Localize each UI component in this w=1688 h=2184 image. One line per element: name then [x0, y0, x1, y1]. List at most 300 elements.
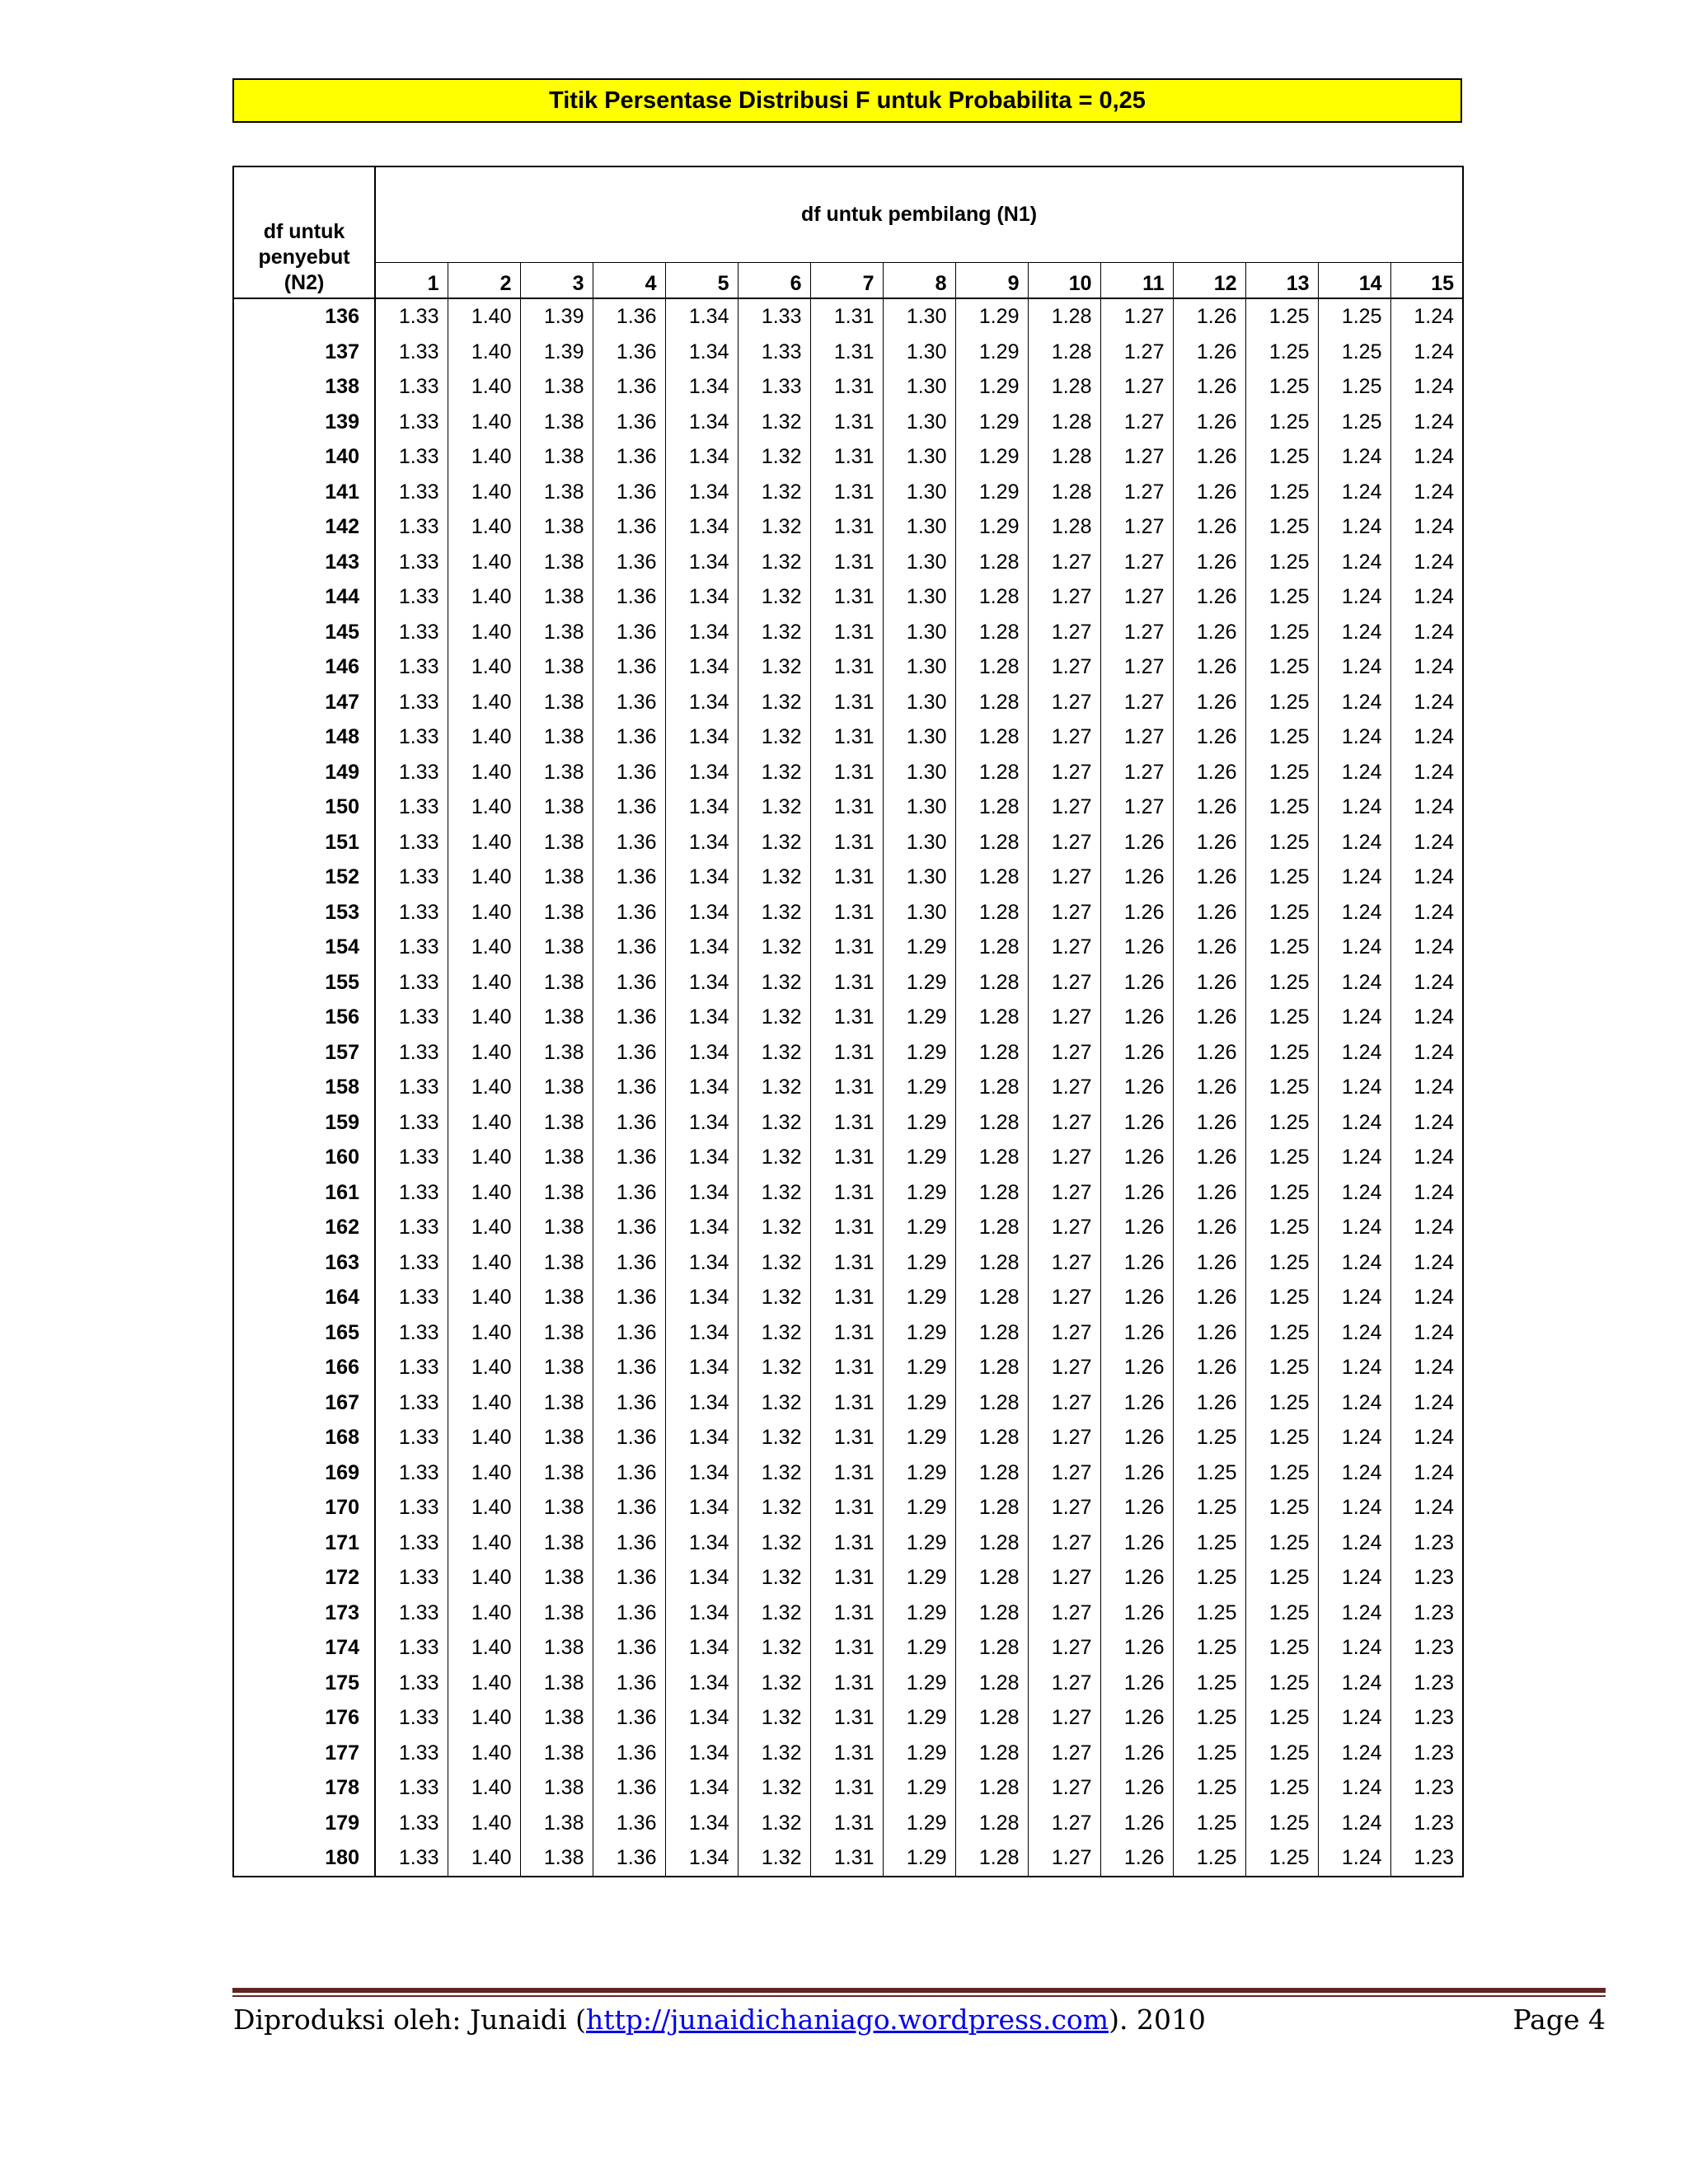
row-n2-cell: 158 [233, 1070, 375, 1105]
value-cell: 1.26 [1173, 1385, 1245, 1421]
value-cell: 1.32 [738, 1070, 810, 1105]
column-header: 14 [1318, 263, 1390, 299]
value-cell: 1.24 [1318, 719, 1390, 755]
value-cell: 1.34 [665, 1806, 738, 1841]
value-cell: 1.24 [1318, 755, 1390, 790]
table-row [233, 475, 1463, 510]
value-cell: 1.31 [810, 298, 883, 335]
row-n2-cell: 140 [233, 439, 375, 475]
footer-rule [232, 1988, 1606, 1993]
value-cell: 1.26 [1173, 965, 1245, 1001]
value-cell: 1.24 [1390, 405, 1463, 440]
value-cell: 1.36 [593, 860, 665, 895]
value-cell: 1.36 [593, 1280, 665, 1315]
value-cell: 1.25 [1245, 1526, 1318, 1561]
value-cell: 1.25 [1245, 1806, 1318, 1841]
value-cell: 1.31 [810, 930, 883, 965]
value-cell: 1.40 [448, 1070, 520, 1105]
value-cell: 1.32 [738, 1806, 810, 1841]
value-cell: 1.25 [1245, 685, 1318, 720]
value-cell: 1.32 [738, 825, 810, 860]
value-cell: 1.36 [593, 930, 665, 965]
row-n2-cell: 154 [233, 930, 375, 965]
value-cell: 1.24 [1318, 1700, 1390, 1736]
value-cell: 1.26 [1100, 1105, 1173, 1141]
value-cell: 1.24 [1390, 298, 1463, 335]
value-cell: 1.27 [1028, 579, 1100, 615]
table-row [233, 1490, 1463, 1526]
value-cell: 1.31 [810, 1140, 883, 1175]
value-cell: 1.28 [955, 790, 1028, 825]
value-cell: 1.29 [883, 1666, 955, 1701]
value-cell: 1.38 [520, 1070, 593, 1105]
value-cell: 1.24 [1390, 1035, 1463, 1071]
value-cell: 1.40 [448, 475, 520, 510]
value-cell: 1.26 [1100, 1070, 1173, 1105]
value-cell: 1.32 [738, 965, 810, 1001]
value-cell: 1.28 [955, 579, 1028, 615]
value-cell: 1.25 [1245, 1666, 1318, 1701]
value-cell: 1.32 [738, 719, 810, 755]
value-cell: 1.40 [448, 1350, 520, 1385]
value-cell: 1.36 [593, 1526, 665, 1561]
value-cell: 1.27 [1028, 1000, 1100, 1035]
value-cell: 1.32 [738, 1700, 810, 1736]
table-body [233, 298, 1463, 1877]
value-cell: 1.26 [1100, 1630, 1173, 1666]
value-cell: 1.34 [665, 1245, 738, 1281]
value-cell: 1.31 [810, 755, 883, 790]
value-cell: 1.26 [1173, 719, 1245, 755]
value-cell: 1.25 [1245, 1350, 1318, 1385]
value-cell: 1.32 [738, 1630, 810, 1666]
row-n2-cell: 160 [233, 1140, 375, 1175]
value-cell: 1.29 [883, 1000, 955, 1035]
value-cell: 1.25 [1245, 1736, 1318, 1771]
row-n2-cell: 165 [233, 1315, 375, 1351]
value-cell: 1.33 [375, 545, 448, 580]
value-cell: 1.33 [738, 298, 810, 335]
value-cell: 1.26 [1100, 1736, 1173, 1771]
value-cell: 1.31 [810, 1455, 883, 1491]
value-cell: 1.31 [810, 615, 883, 650]
table-row [233, 1630, 1463, 1666]
column-header: 10 [1028, 263, 1100, 299]
value-cell: 1.38 [520, 509, 593, 545]
value-cell: 1.40 [448, 1420, 520, 1455]
value-cell: 1.34 [665, 1070, 738, 1105]
value-cell: 1.27 [1100, 439, 1173, 475]
value-cell: 1.32 [738, 649, 810, 685]
value-cell: 1.34 [665, 1560, 738, 1596]
value-cell: 1.30 [883, 369, 955, 405]
table-row [233, 1035, 1463, 1071]
value-cell: 1.26 [1100, 1035, 1173, 1071]
value-cell: 1.29 [883, 1175, 955, 1211]
value-cell: 1.24 [1390, 369, 1463, 405]
value-cell: 1.31 [810, 1666, 883, 1701]
value-cell: 1.27 [1028, 930, 1100, 965]
row-n2-cell: 175 [233, 1666, 375, 1701]
value-cell: 1.24 [1390, 1105, 1463, 1141]
value-cell: 1.36 [593, 545, 665, 580]
value-cell: 1.33 [375, 1420, 448, 1455]
table-row [233, 298, 1463, 335]
value-cell: 1.27 [1100, 685, 1173, 720]
value-cell: 1.33 [375, 1175, 448, 1211]
value-cell: 1.40 [448, 298, 520, 335]
table-row [233, 1455, 1463, 1491]
value-cell: 1.38 [520, 649, 593, 685]
value-cell: 1.36 [593, 615, 665, 650]
value-cell: 1.25 [1245, 1210, 1318, 1245]
value-cell: 1.30 [883, 895, 955, 930]
value-cell: 1.36 [593, 1315, 665, 1351]
value-cell: 1.31 [810, 825, 883, 860]
value-cell: 1.24 [1318, 1070, 1390, 1105]
value-cell: 1.26 [1173, 545, 1245, 580]
value-cell: 1.38 [520, 545, 593, 580]
value-cell: 1.34 [665, 1035, 738, 1071]
value-cell: 1.34 [665, 755, 738, 790]
value-cell: 1.27 [1028, 1666, 1100, 1701]
value-cell: 1.34 [665, 719, 738, 755]
value-cell: 1.23 [1390, 1840, 1463, 1877]
value-cell: 1.24 [1318, 825, 1390, 860]
value-cell: 1.26 [1100, 895, 1173, 930]
value-cell: 1.24 [1390, 1175, 1463, 1211]
value-cell: 1.26 [1100, 1840, 1173, 1877]
value-cell: 1.26 [1173, 439, 1245, 475]
value-cell: 1.40 [448, 615, 520, 650]
value-cell: 1.32 [738, 475, 810, 510]
column-header: 8 [883, 263, 955, 299]
value-cell: 1.26 [1100, 860, 1173, 895]
value-cell: 1.40 [448, 1840, 520, 1877]
value-cell: 1.24 [1318, 860, 1390, 895]
value-cell: 1.25 [1245, 615, 1318, 650]
value-cell: 1.40 [448, 790, 520, 825]
value-cell: 1.28 [1028, 439, 1100, 475]
value-cell: 1.24 [1318, 1526, 1390, 1561]
value-cell: 1.38 [520, 1105, 593, 1141]
value-cell: 1.40 [448, 1035, 520, 1071]
value-cell: 1.26 [1173, 1070, 1245, 1105]
value-cell: 1.26 [1100, 825, 1173, 860]
value-cell: 1.31 [810, 685, 883, 720]
value-cell: 1.36 [593, 1175, 665, 1211]
value-cell: 1.30 [883, 298, 955, 335]
value-cell: 1.30 [883, 719, 955, 755]
row-n2-cell: 164 [233, 1280, 375, 1315]
value-cell: 1.27 [1028, 1560, 1100, 1596]
value-cell: 1.33 [375, 1315, 448, 1351]
value-cell: 1.27 [1100, 405, 1173, 440]
value-cell: 1.38 [520, 475, 593, 510]
value-cell: 1.31 [810, 1000, 883, 1035]
value-cell: 1.34 [665, 1210, 738, 1245]
table-row [233, 579, 1463, 615]
value-cell: 1.33 [375, 1245, 448, 1281]
value-cell: 1.36 [593, 825, 665, 860]
value-cell: 1.26 [1173, 1315, 1245, 1351]
value-cell: 1.29 [883, 1736, 955, 1771]
value-cell: 1.29 [883, 1630, 955, 1666]
value-cell: 1.30 [883, 475, 955, 510]
value-cell: 1.38 [520, 1175, 593, 1211]
value-cell: 1.24 [1318, 615, 1390, 650]
value-cell: 1.25 [1245, 1140, 1318, 1175]
value-cell: 1.36 [593, 1666, 665, 1701]
value-cell: 1.34 [665, 475, 738, 510]
value-cell: 1.33 [375, 1560, 448, 1596]
value-cell: 1.31 [810, 1035, 883, 1071]
value-cell: 1.27 [1100, 509, 1173, 545]
value-cell: 1.32 [738, 545, 810, 580]
n2-header-label: df untuk penyebut (N2) [258, 220, 350, 294]
value-cell: 1.34 [665, 1840, 738, 1877]
value-cell: 1.36 [593, 1596, 665, 1631]
value-cell: 1.24 [1390, 930, 1463, 965]
value-cell: 1.38 [520, 1700, 593, 1736]
value-cell: 1.26 [1100, 1280, 1173, 1315]
value-cell: 1.24 [1390, 615, 1463, 650]
value-cell: 1.27 [1028, 1385, 1100, 1421]
value-cell: 1.36 [593, 1245, 665, 1281]
value-cell: 1.27 [1100, 755, 1173, 790]
value-cell: 1.24 [1318, 1210, 1390, 1245]
value-cell: 1.36 [593, 1700, 665, 1736]
value-cell: 1.34 [665, 335, 738, 370]
value-cell: 1.40 [448, 1105, 520, 1141]
value-cell: 1.26 [1100, 930, 1173, 965]
value-cell: 1.38 [520, 930, 593, 965]
value-cell: 1.24 [1390, 1420, 1463, 1455]
value-cell: 1.27 [1028, 755, 1100, 790]
value-cell: 1.24 [1390, 895, 1463, 930]
value-cell: 1.24 [1318, 1385, 1390, 1421]
value-cell: 1.24 [1390, 1280, 1463, 1315]
value-cell: 1.32 [738, 755, 810, 790]
table-row [233, 1420, 1463, 1455]
value-cell: 1.28 [955, 685, 1028, 720]
value-cell: 1.40 [448, 895, 520, 930]
value-cell: 1.24 [1318, 1175, 1390, 1211]
value-cell: 1.31 [810, 439, 883, 475]
row-n2-cell: 145 [233, 615, 375, 650]
value-cell: 1.23 [1390, 1596, 1463, 1631]
value-cell: 1.26 [1100, 965, 1173, 1001]
value-cell: 1.32 [738, 1140, 810, 1175]
value-cell: 1.27 [1100, 579, 1173, 615]
column-header: 1 [375, 263, 448, 299]
value-cell: 1.24 [1318, 1245, 1390, 1281]
value-cell: 1.25 [1245, 1385, 1318, 1421]
value-cell: 1.38 [520, 755, 593, 790]
value-cell: 1.27 [1100, 790, 1173, 825]
value-cell: 1.23 [1390, 1526, 1463, 1561]
value-cell: 1.30 [883, 579, 955, 615]
value-cell: 1.26 [1173, 509, 1245, 545]
value-cell: 1.26 [1173, 615, 1245, 650]
value-cell: 1.25 [1245, 1175, 1318, 1211]
value-cell: 1.24 [1390, 1210, 1463, 1245]
value-cell: 1.38 [520, 369, 593, 405]
value-cell: 1.38 [520, 1596, 593, 1631]
value-cell: 1.32 [738, 895, 810, 930]
value-cell: 1.29 [883, 1315, 955, 1351]
table-row [233, 1245, 1463, 1281]
value-cell: 1.40 [448, 825, 520, 860]
value-cell: 1.24 [1390, 860, 1463, 895]
value-cell: 1.34 [665, 649, 738, 685]
value-cell: 1.33 [375, 825, 448, 860]
value-cell: 1.34 [665, 1105, 738, 1141]
value-cell: 1.27 [1028, 615, 1100, 650]
value-cell: 1.30 [883, 615, 955, 650]
row-n2-cell: 149 [233, 755, 375, 790]
value-cell: 1.28 [955, 1455, 1028, 1491]
value-cell: 1.29 [955, 298, 1028, 335]
row-n2-cell: 137 [233, 335, 375, 370]
table-row [233, 685, 1463, 720]
row-n2-cell: 172 [233, 1560, 375, 1596]
table-row [233, 860, 1463, 895]
value-cell: 1.33 [375, 615, 448, 650]
value-cell: 1.33 [375, 1105, 448, 1141]
value-cell: 1.33 [375, 930, 448, 965]
table-row [233, 1175, 1463, 1211]
row-n2-cell: 150 [233, 790, 375, 825]
value-cell: 1.38 [520, 1210, 593, 1245]
value-cell: 1.40 [448, 755, 520, 790]
value-cell: 1.38 [520, 1455, 593, 1491]
value-cell: 1.32 [738, 1420, 810, 1455]
value-cell: 1.28 [955, 1560, 1028, 1596]
value-cell: 1.24 [1318, 1035, 1390, 1071]
row-n2-cell: 141 [233, 475, 375, 510]
value-cell: 1.32 [738, 1455, 810, 1491]
value-cell: 1.23 [1390, 1560, 1463, 1596]
value-cell: 1.31 [810, 1700, 883, 1736]
value-cell: 1.29 [883, 1420, 955, 1455]
value-cell: 1.32 [738, 930, 810, 965]
value-cell: 1.25 [1245, 1700, 1318, 1736]
value-cell: 1.33 [375, 439, 448, 475]
value-cell: 1.29 [883, 1070, 955, 1105]
value-cell: 1.25 [1245, 1070, 1318, 1105]
value-cell: 1.36 [593, 1455, 665, 1491]
value-cell: 1.34 [665, 1526, 738, 1561]
value-cell: 1.27 [1028, 1175, 1100, 1211]
value-cell: 1.31 [810, 1630, 883, 1666]
value-cell: 1.33 [375, 1455, 448, 1491]
value-cell: 1.27 [1100, 545, 1173, 580]
value-cell: 1.33 [375, 579, 448, 615]
row-n2-cell: 139 [233, 405, 375, 440]
value-cell: 1.25 [1245, 719, 1318, 755]
value-cell: 1.26 [1173, 895, 1245, 930]
value-cell: 1.24 [1318, 509, 1390, 545]
row-n2-cell: 174 [233, 1630, 375, 1666]
value-cell: 1.25 [1245, 405, 1318, 440]
value-cell: 1.28 [955, 1490, 1028, 1526]
value-cell: 1.23 [1390, 1806, 1463, 1841]
value-cell: 1.27 [1028, 895, 1100, 930]
table-row [233, 439, 1463, 475]
row-n2-cell: 157 [233, 1035, 375, 1071]
value-cell: 1.27 [1028, 1105, 1100, 1141]
value-cell: 1.28 [955, 1175, 1028, 1211]
value-cell: 1.32 [738, 790, 810, 825]
value-cell: 1.36 [593, 649, 665, 685]
value-cell: 1.24 [1318, 579, 1390, 615]
value-cell: 1.34 [665, 579, 738, 615]
value-cell: 1.34 [665, 509, 738, 545]
table-row [233, 615, 1463, 650]
value-cell: 1.27 [1028, 1210, 1100, 1245]
table-row [233, 405, 1463, 440]
value-cell: 1.34 [665, 930, 738, 965]
value-cell: 1.36 [593, 1806, 665, 1841]
value-cell: 1.31 [810, 1350, 883, 1385]
value-cell: 1.29 [883, 1210, 955, 1245]
value-cell: 1.26 [1173, 1210, 1245, 1245]
footer-link[interactable]: http://junaidichaniago.wordpress.com [585, 2004, 1109, 2036]
row-n2-cell: 162 [233, 1210, 375, 1245]
table-row [233, 1700, 1463, 1736]
value-cell: 1.39 [520, 298, 593, 335]
table-row [233, 1350, 1463, 1385]
value-cell: 1.25 [1173, 1420, 1245, 1455]
value-cell: 1.36 [593, 895, 665, 930]
n2-header [233, 166, 375, 298]
value-cell: 1.38 [520, 1315, 593, 1351]
value-cell: 1.38 [520, 1560, 593, 1596]
row-n2-cell: 144 [233, 579, 375, 615]
value-cell: 1.26 [1100, 1526, 1173, 1561]
value-cell: 1.40 [448, 965, 520, 1001]
value-cell: 1.32 [738, 615, 810, 650]
value-cell: 1.27 [1028, 1736, 1100, 1771]
value-cell: 1.33 [375, 1070, 448, 1105]
value-cell: 1.26 [1173, 1000, 1245, 1035]
value-cell: 1.40 [448, 1140, 520, 1175]
row-n2-cell: 179 [233, 1806, 375, 1841]
value-cell: 1.34 [665, 1455, 738, 1491]
value-cell: 1.32 [738, 1000, 810, 1035]
value-cell: 1.28 [955, 1526, 1028, 1561]
footer-prefix: Diproduksi oleh: Junaidi ( [233, 2004, 586, 2036]
value-cell: 1.27 [1100, 369, 1173, 405]
value-cell: 1.33 [375, 298, 448, 335]
value-cell: 1.36 [593, 1210, 665, 1245]
value-cell: 1.30 [883, 405, 955, 440]
value-cell: 1.40 [448, 719, 520, 755]
row-n2-cell: 171 [233, 1526, 375, 1561]
value-cell: 1.38 [520, 1035, 593, 1071]
column-header: 3 [520, 263, 593, 299]
value-cell: 1.28 [955, 1350, 1028, 1385]
value-cell: 1.40 [448, 369, 520, 405]
footer-rule-thin [232, 1995, 1606, 1997]
value-cell: 1.25 [1245, 1596, 1318, 1631]
value-cell: 1.29 [883, 1526, 955, 1561]
value-cell: 1.38 [520, 1630, 593, 1666]
value-cell: 1.31 [810, 335, 883, 370]
table-row [233, 649, 1463, 685]
value-cell: 1.28 [955, 1630, 1028, 1666]
